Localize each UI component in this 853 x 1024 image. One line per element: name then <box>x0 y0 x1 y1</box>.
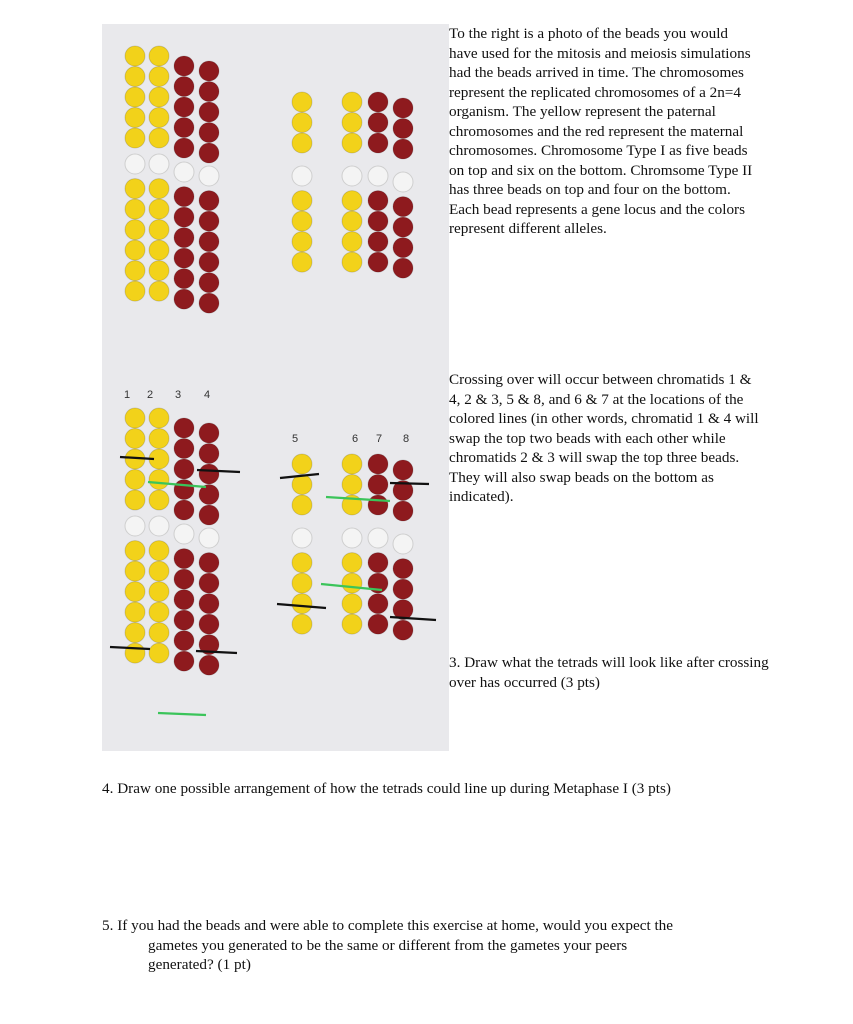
strand-1-bead <box>125 67 145 87</box>
strand-3-centromere-bead <box>174 162 194 182</box>
strand-3-bead <box>174 590 194 610</box>
strand-4-bead <box>199 573 219 593</box>
strand-5-bead <box>292 252 312 272</box>
strand-7-bead <box>368 92 388 112</box>
strand-8-bead <box>393 579 413 599</box>
strand-2-bead <box>149 643 169 663</box>
strand-2-bead <box>149 602 169 622</box>
strand-1-bead <box>125 281 145 301</box>
strand-8-bead <box>393 460 413 480</box>
strand-2-bead <box>149 108 169 128</box>
strand-5-bead <box>292 553 312 573</box>
chromatid-label-3: 3 <box>175 389 182 401</box>
strand-5-bead <box>292 232 312 252</box>
strand-3-bead <box>174 228 194 248</box>
strand-4-bead <box>199 82 219 102</box>
strand-6-bead <box>342 252 362 272</box>
strand-4-bead <box>199 423 219 443</box>
strand-2-bead <box>149 561 169 581</box>
strand-1-bead <box>125 240 145 260</box>
strand-6-bead <box>342 594 362 614</box>
strand-6-bead <box>342 614 362 634</box>
strand-8-bead <box>393 258 413 278</box>
strand-3-bead <box>174 480 194 500</box>
strand-2-bead <box>149 220 169 240</box>
strand-5-centromere-bead <box>292 166 312 186</box>
strand-1-bead <box>125 261 145 281</box>
strand-3-bead <box>174 56 194 76</box>
strand-3-bead <box>174 500 194 520</box>
strand-6-bead <box>342 553 362 573</box>
strand-5-bead <box>292 594 312 614</box>
strand-5-bead <box>292 495 312 515</box>
strand-3-bead <box>174 118 194 138</box>
strand-4-bead <box>199 464 219 484</box>
strand-8-bead <box>393 217 413 237</box>
strand-2-bead <box>149 179 169 199</box>
chromatid-label-6: 6 <box>352 433 359 445</box>
chromatid-label-5: 5 <box>292 433 299 445</box>
strand-8-centromere-bead <box>393 172 413 192</box>
strand-2-bead <box>149 541 169 561</box>
question-5 <box>102 916 762 975</box>
strand-5-bead <box>292 454 312 474</box>
strand-1-bead <box>125 643 145 663</box>
strand-7-bead <box>368 232 388 252</box>
strand-3-bead <box>174 459 194 479</box>
crossover-line <box>390 617 436 620</box>
crossover-line <box>110 647 150 649</box>
strand-4-bead <box>199 444 219 464</box>
strand-4-bead <box>199 655 219 675</box>
strand-1-centromere-bead <box>125 154 145 174</box>
strand-3-centromere-bead <box>174 524 194 544</box>
strand-2-bead <box>149 199 169 219</box>
strand-3-bead <box>174 418 194 438</box>
bead-photo-top-drawing <box>102 24 449 386</box>
question-5-line-1: 5. If you had the beads and were able to complete this exercise at home, would you expect the <box>102 917 674 934</box>
strand-7-bead <box>368 553 388 573</box>
bead-photo-top <box>102 24 449 386</box>
strand-6-centromere-bead <box>342 166 362 186</box>
strand-4-bead <box>199 505 219 525</box>
strand-4-bead <box>199 553 219 573</box>
chromatid-label-1: 1 <box>124 389 131 401</box>
strand-4-bead <box>199 273 219 293</box>
strand-6-bead <box>342 92 362 112</box>
strand-1-bead <box>125 108 145 128</box>
strand-4-bead <box>199 614 219 634</box>
strand-3-bead <box>174 187 194 207</box>
chromatid-label-4: 4 <box>204 389 211 401</box>
strand-2-centromere-bead <box>149 516 169 536</box>
strand-4-bead <box>199 61 219 81</box>
strand-7-bead <box>368 133 388 153</box>
strand-4-bead <box>199 123 219 143</box>
strand-7-centromere-bead <box>368 166 388 186</box>
strand-8-bead <box>393 197 413 217</box>
strand-3-bead <box>174 631 194 651</box>
strand-2-bead <box>149 281 169 301</box>
strand-6-bead <box>342 191 362 211</box>
strand-2-bead <box>149 240 169 260</box>
strand-2-bead <box>149 490 169 510</box>
intro-paragraph: To the right is a photo of the beads you would have used for the mitosis and meiosis simulations had the beads arrived in time. The chromosomes represent the replicated chromosomes of a 2n=4 organism. The yellow represent the paternal chromosomes and the red represent the maternal chromosomes. Chromosome Type I as five beads on top and six on the bottom. Chromsome Type II has three beads on top and four on the bottom. Each bead represents a gene locus and the colors represent different alleles. <box>449 25 753 237</box>
strand-1-bead <box>125 408 145 428</box>
question-4: 4. Draw one possible arrangement of how the tetrads could line up during Metaphase I (3 pts) <box>102 780 671 797</box>
strand-1-bead <box>125 561 145 581</box>
chromatid-label-7: 7 <box>376 433 383 445</box>
chromatid-label-2: 2 <box>147 389 154 401</box>
strand-3-bead <box>174 248 194 268</box>
strand-5-bead <box>292 133 312 153</box>
strand-5-bead <box>292 92 312 112</box>
strand-4-bead <box>199 211 219 231</box>
strand-4-bead <box>199 143 219 163</box>
strand-4-bead <box>199 191 219 211</box>
strand-5-bead <box>292 211 312 231</box>
chromatid-label-8: 8 <box>403 433 410 445</box>
strand-3-bead <box>174 77 194 97</box>
strand-7-bead <box>368 113 388 133</box>
strand-1-bead <box>125 46 145 66</box>
strand-4-bead <box>199 252 219 272</box>
crossover-line <box>196 651 237 653</box>
strand-5-bead <box>292 614 312 634</box>
strand-4-centromere-bead <box>199 166 219 186</box>
strand-1-bead <box>125 179 145 199</box>
question-5-line-2: gametes you generated to be the same or different from the gametes your peers <box>148 936 628 954</box>
crossover-line <box>158 713 206 715</box>
strand-1-bead <box>125 541 145 561</box>
strand-6-bead <box>342 454 362 474</box>
strand-4-bead <box>199 232 219 252</box>
strand-5-bead <box>292 113 312 133</box>
strand-3-bead <box>174 651 194 671</box>
strand-4-centromere-bead <box>199 528 219 548</box>
strand-7-bead <box>368 191 388 211</box>
strand-6-centromere-bead <box>342 528 362 548</box>
strand-7-bead <box>368 594 388 614</box>
strand-4-bead <box>199 594 219 614</box>
crossover-line <box>390 483 429 484</box>
question-5-line-3: generated? (1 pt) <box>148 956 251 973</box>
strand-3-bead <box>174 610 194 630</box>
strand-2-bead <box>149 67 169 87</box>
strand-3-bead <box>174 289 194 309</box>
strand-2-bead <box>149 582 169 602</box>
strand-2-bead <box>149 261 169 281</box>
strand-7-bead <box>368 252 388 272</box>
strand-7-bead <box>368 454 388 474</box>
strand-5-centromere-bead <box>292 528 312 548</box>
strand-8-bead <box>393 501 413 521</box>
strand-5-bead <box>292 191 312 211</box>
strand-1-centromere-bead <box>125 516 145 536</box>
strand-5-bead <box>292 573 312 593</box>
bead-photo-bottom-drawing <box>102 386 449 751</box>
strand-7-bead <box>368 495 388 515</box>
strand-6-bead <box>342 113 362 133</box>
strand-7-bead <box>368 614 388 634</box>
strand-8-bead <box>393 559 413 579</box>
strand-7-centromere-bead <box>368 528 388 548</box>
bead-photo-bottom <box>102 386 449 751</box>
strand-6-bead <box>342 211 362 231</box>
strand-6-bead <box>342 475 362 495</box>
strand-1-bead <box>125 470 145 490</box>
strand-1-bead <box>125 490 145 510</box>
strand-6-bead <box>342 232 362 252</box>
strand-3-bead <box>174 207 194 227</box>
strand-3-bead <box>174 269 194 289</box>
strand-8-bead <box>393 119 413 139</box>
strand-1-bead <box>125 429 145 449</box>
question-3: 3. Draw what the tetrads will look like after crossing over has occurred (3 pts) <box>449 654 769 691</box>
strand-1-bead <box>125 199 145 219</box>
strand-1-bead <box>125 87 145 107</box>
strand-8-bead <box>393 98 413 118</box>
strand-7-bead <box>368 211 388 231</box>
strand-2-bead <box>149 128 169 148</box>
strand-8-centromere-bead <box>393 534 413 554</box>
strand-8-bead <box>393 238 413 258</box>
strand-6-bead <box>342 133 362 153</box>
strand-8-bead <box>393 620 413 640</box>
strand-2-bead <box>149 623 169 643</box>
strand-2-bead <box>149 87 169 107</box>
strand-4-bead <box>199 293 219 313</box>
strand-1-bead <box>125 602 145 622</box>
strand-3-bead <box>174 138 194 158</box>
strand-3-bead <box>174 569 194 589</box>
strand-1-bead <box>125 623 145 643</box>
strand-4-bead <box>199 102 219 122</box>
strand-2-centromere-bead <box>149 154 169 174</box>
strand-1-bead <box>125 220 145 240</box>
strand-3-bead <box>174 97 194 117</box>
strand-2-bead <box>149 408 169 428</box>
strand-2-bead <box>149 470 169 490</box>
strand-8-bead <box>393 139 413 159</box>
strand-3-bead <box>174 439 194 459</box>
strand-1-bead <box>125 128 145 148</box>
strand-2-bead <box>149 429 169 449</box>
strand-7-bead <box>368 475 388 495</box>
strand-1-bead <box>125 582 145 602</box>
strand-6-bead <box>342 573 362 593</box>
strand-2-bead <box>149 46 169 66</box>
crossing-over-paragraph: Crossing over will occur between chromatids 1 & 4, 2 & 3, 5 & 8, and 6 & 7 at the locations of the colored lines (in other words, chromatid 1 & 4 will swap the top two beads with each other while chromatids 2 & 3 will swap the top three beads. They will also swap beads on the bottom as indicated). <box>449 371 759 505</box>
strand-3-bead <box>174 549 194 569</box>
